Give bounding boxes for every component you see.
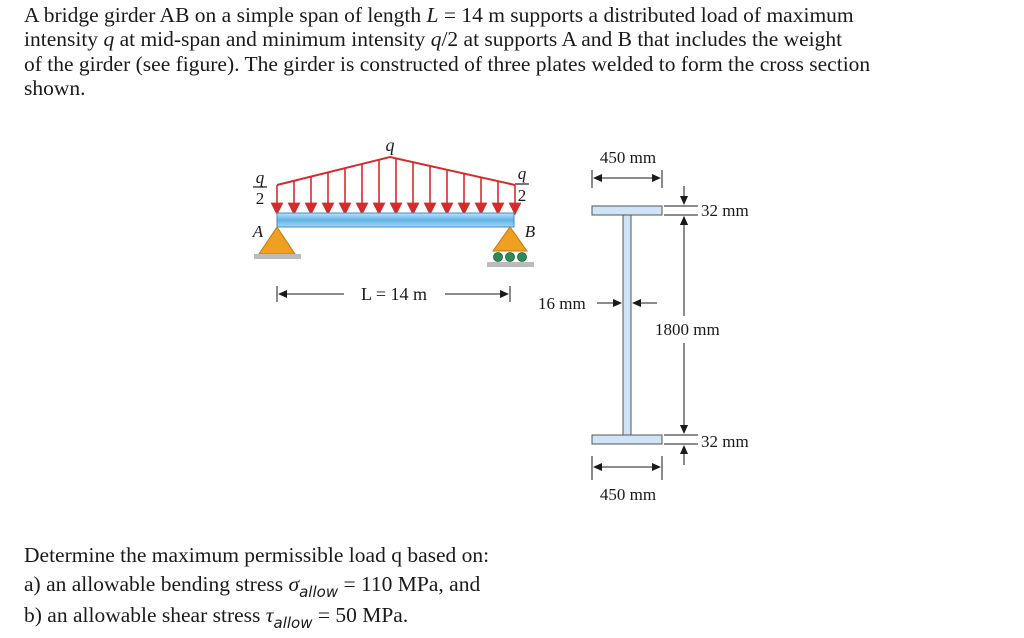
bottom-thickness-dimension (664, 432, 749, 465)
top-flange-width-label: 450 mm (599, 148, 657, 167)
load-label-right (515, 164, 529, 205)
load-label-left (253, 168, 267, 208)
web-thickness-dimension (538, 294, 657, 313)
task-heading: Determine the maximum permissible load q based on: (24, 543, 490, 567)
distributed-load (277, 157, 515, 209)
top-thickness-dimension (664, 186, 749, 236)
support-a-label: A (252, 222, 264, 241)
task-b: b) an allowable shear stress $\tau_{allow} = 50$ MPa. (24, 603, 409, 632)
load-label-left-num: q (255, 168, 265, 187)
load-label-right-den: 2 (517, 186, 527, 205)
intro-line-1: A bridge girder AB on a simple span of length L = 14 m supports a distributed load of maximum (24, 3, 854, 27)
span-label: L = 14 m (361, 284, 427, 304)
bottom-width-dimension (592, 456, 662, 504)
support-b-label: B (524, 222, 536, 241)
top-flange (592, 206, 662, 215)
intro-line-3: of the girder (see figure). The girder is constructed of three plates welded to form the cross section (24, 51, 871, 76)
cross-section (592, 206, 662, 444)
girder-beam (277, 213, 514, 227)
web-plate (623, 215, 631, 435)
bottom-flange-thickness-label: 32 mm (701, 432, 749, 451)
intro-line-4: shown. (24, 75, 86, 100)
load-label-right-num: q (517, 164, 527, 183)
intro-line-2: intensity q at mid-span and minimum intensity q/2 at supports A and B that includes the weight (24, 27, 843, 52)
task-list (24, 541, 744, 632)
bottom-flange (592, 435, 662, 444)
load-arrows (277, 158, 515, 209)
span-dimension (277, 284, 510, 304)
load-label-mid: q (385, 135, 395, 155)
top-width-dimension (592, 148, 662, 188)
task-a: a) an allowable bending stress $\sigma_{allow} = 110$ MPa, and (24, 572, 481, 601)
top-flange-thickness-label: 32 mm (701, 201, 749, 220)
web-height-dimension (655, 217, 720, 433)
web-thickness-label: 16 mm (538, 294, 586, 313)
web-height-label: 1800 mm (655, 320, 720, 339)
load-label-left-den: 2 (255, 189, 265, 208)
bottom-flange-width-label: 450 mm (599, 485, 657, 504)
